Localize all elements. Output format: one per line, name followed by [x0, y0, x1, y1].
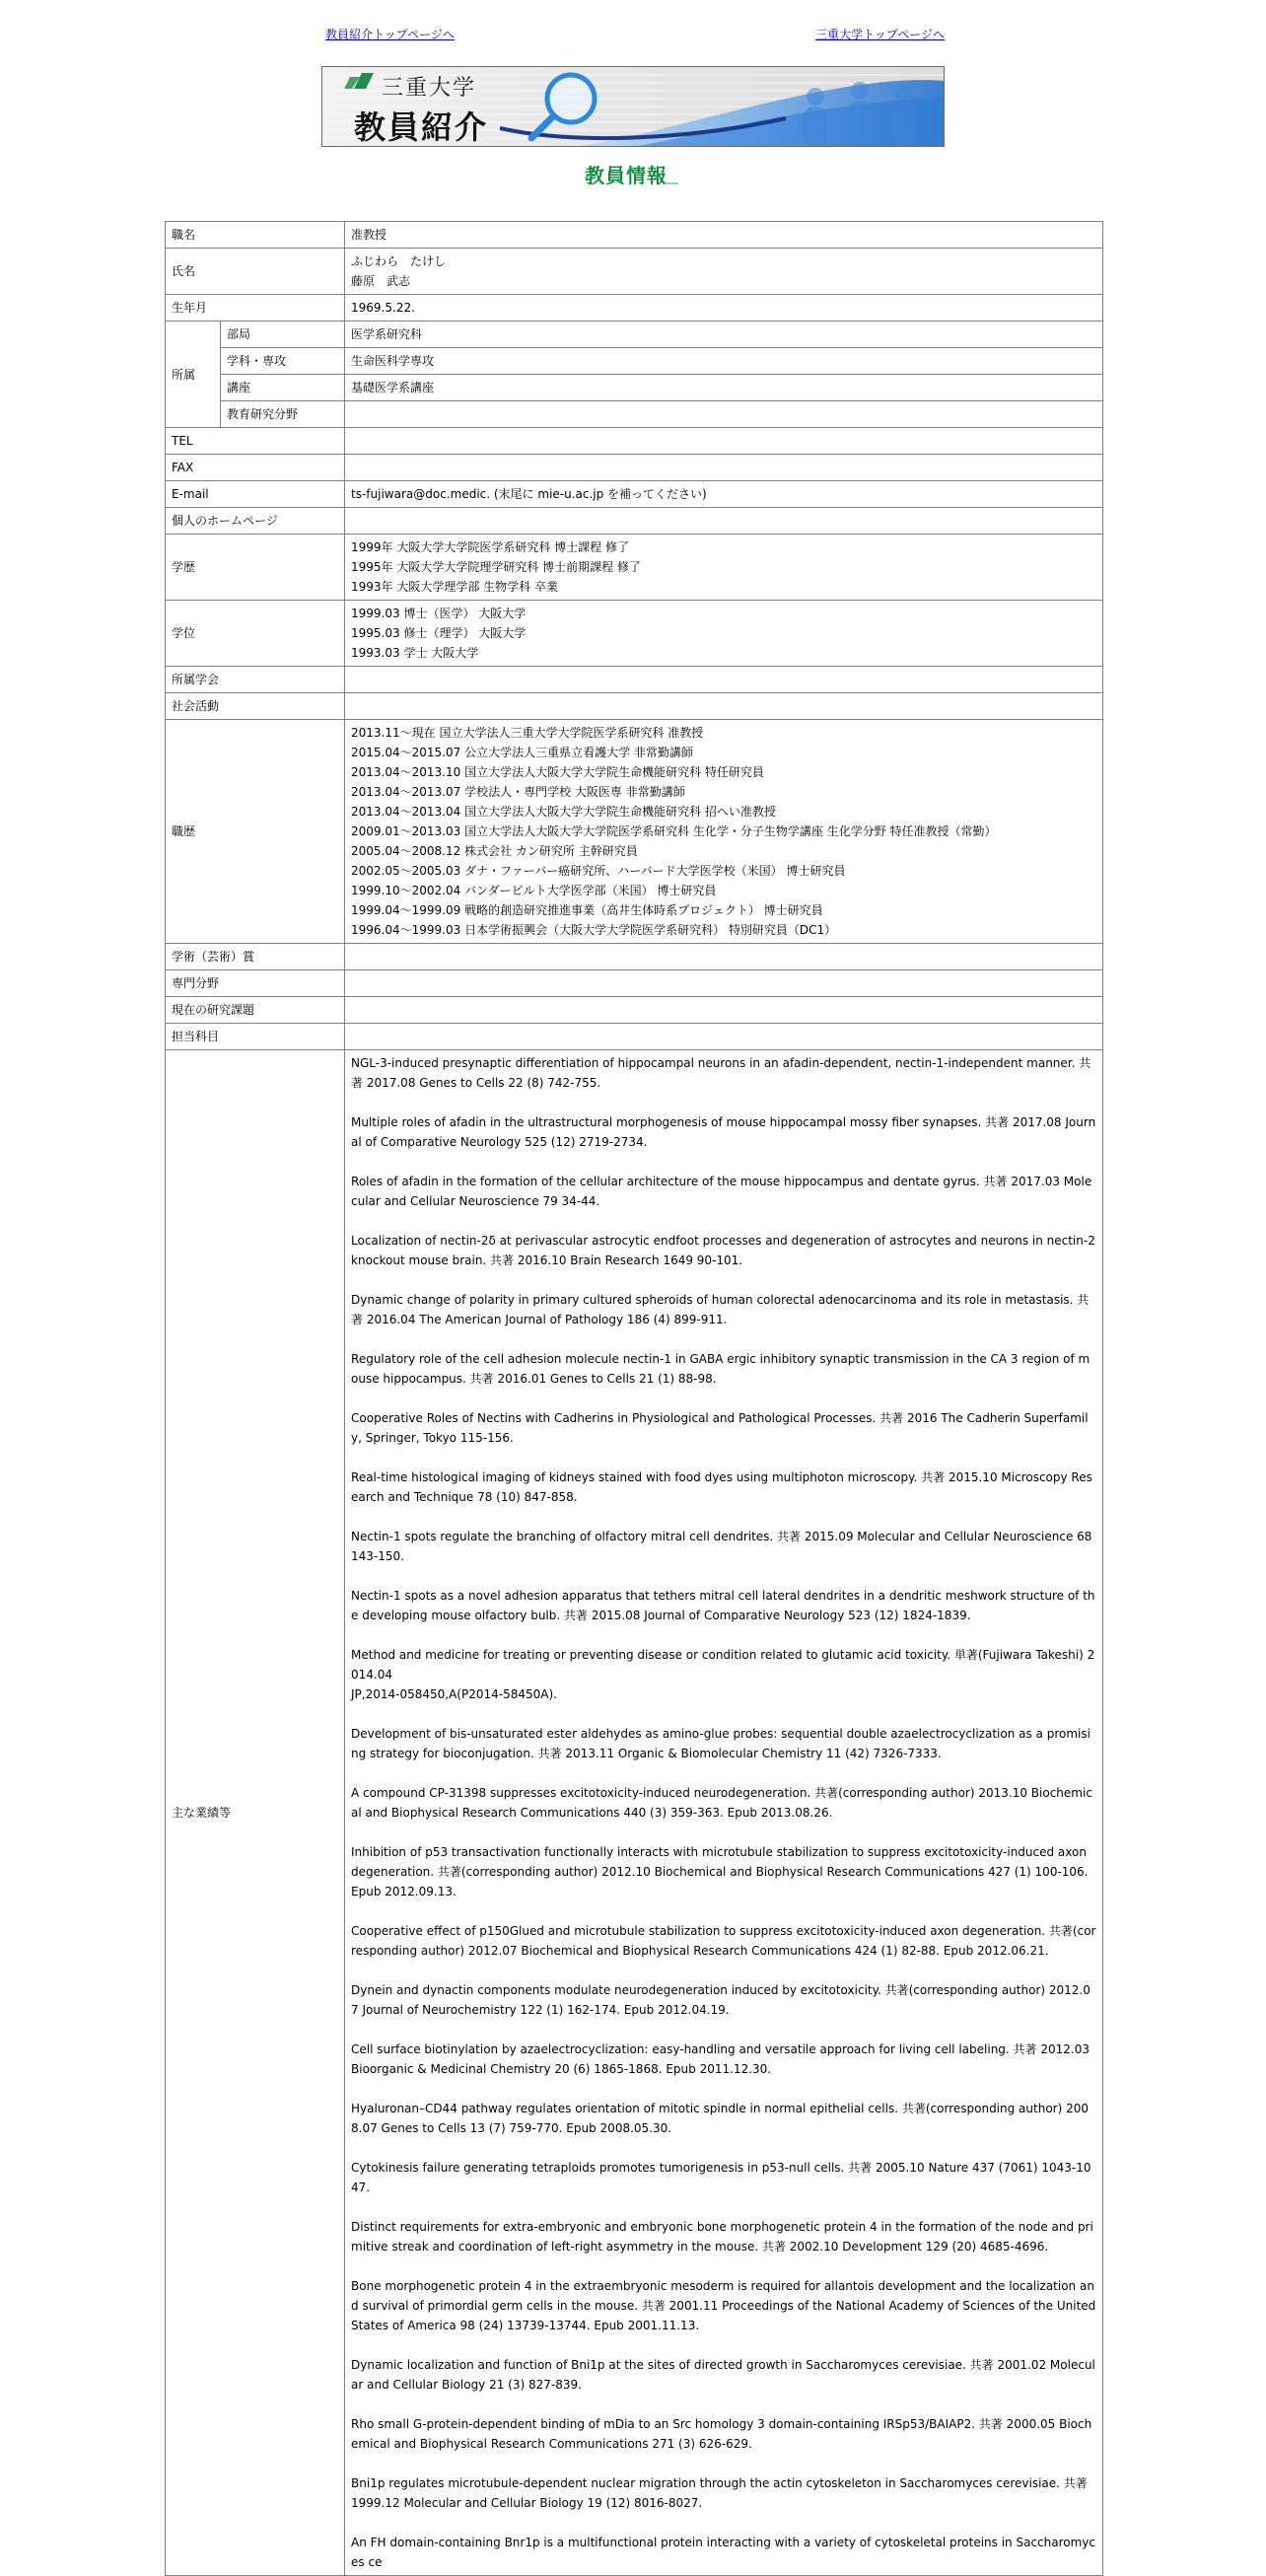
birth-label: 生年月	[166, 295, 345, 322]
row-fax	[166, 455, 1103, 481]
homepage-label: 個人のホームページ	[166, 508, 345, 535]
top-navigation	[325, 26, 945, 45]
section-subtitle	[0, 160, 1266, 187]
career-item: 2009.01～2013.03 国立大学法人大阪大学大学院医学系研究科 生化学・分子生物学講座 生化学分野 特任准教授（常勤）	[351, 824, 997, 838]
career-item: 2013.11～現在 国立大学法人三重大学大学院医学系研究科 准教授	[351, 726, 704, 740]
education-label: 学歴	[166, 535, 345, 601]
publication-item: Development of bis-unsaturated ester aldehydes as amino-glue probes: sequential double azaelectrocyclization as a promising strategy for bioconjugation. 共著 2013.11 Organic & Biomolecular Chemistry 11 (42) 7326-7333.	[351, 1727, 1090, 1760]
row-research	[166, 997, 1103, 1024]
birth-value: 1969.5.22.	[345, 295, 1103, 322]
career-list	[345, 720, 1103, 944]
banner-title: 教員紹介	[354, 108, 489, 146]
email-value: ts-fujiwara@doc.medic. (末尾に mie-u.ac.jp を補ってください)	[345, 481, 1103, 508]
degree-item: 1995.03 修士（理学） 大阪大学	[351, 626, 527, 640]
publication-item: Inhibition of p53 transactivation functionally interacts with microtubule stabilization to suppress excitotoxicity-induced axon degeneration. 共著(corresponding author) 2012.10 Biochemical and Biophysical Research Communications 427 (1) 100-106. Epub 2012.09.13.	[351, 1845, 1089, 1898]
affiliation-label: 所属	[166, 322, 221, 428]
row-degree	[166, 601, 1103, 667]
education-list	[345, 535, 1103, 601]
header-banner	[321, 66, 945, 147]
row-career	[166, 720, 1103, 944]
publication-item: Cooperative Roles of Nectins with Cadherins in Physiological and Pathological Processes. 共著 2016 The Cadherin Superfamily, Springer, Tokyo 115-156.	[351, 1411, 1089, 1445]
publication-item: Multiple roles of afadin in the ultrastructural morphogenesis of mouse hippocampal mossy fiber synapses. 共著 2017.08 Journal of Comparative Neurology 525 (12) 2719-2734.	[351, 1115, 1096, 1149]
career-item: 2013.04～2013.07 学校法人・専門学校 大阪医専 非常勤講師	[351, 785, 685, 799]
fax-label: FAX	[166, 455, 345, 481]
name-value	[345, 249, 1103, 295]
career-item: 2015.04～2015.07 公立大学法人三重県立看護大学 非常勤講師	[351, 746, 693, 759]
research-value	[345, 997, 1103, 1024]
specialty-value	[345, 970, 1103, 997]
row-courses	[166, 1024, 1103, 1050]
courses-value	[345, 1024, 1103, 1050]
awards-value	[345, 944, 1103, 970]
publication-item: Nectin-1 spots as a novel adhesion apparatus that tethers mitral cell lateral dendrites in a dendritic meshwork structure of the developing mouse olfactory bulb. 共著 2015.08 Journal of Comparative Neurology 523 (12) 1824-1839.	[351, 1589, 1095, 1622]
degree-item: 1999.03 博士（医学） 大阪大学	[351, 607, 527, 620]
row-homepage	[166, 508, 1103, 535]
row-education	[166, 535, 1103, 601]
affil-sublabel: 部局	[221, 322, 345, 348]
row-awards	[166, 944, 1103, 970]
publication-item: A compound CP-31398 suppresses excitotoxicity-induced neurodegeneration. 共著(corresponding author) 2013.10 Biochemical and Biophysical Research Communications 440 (3) 359-363. Epub 2013.08.26.	[351, 1786, 1092, 1820]
position-label: 職名	[166, 222, 345, 249]
publication-item: Bni1p regulates microtubule-dependent nuclear migration through the actin cytoskeleton in Saccharomyces cerevisiae. 共著 1999.12 Molecular and Cellular Biology 19 (12) 8016-8027.	[351, 2476, 1088, 2510]
publication-item: Cooperative effect of p150Glued and microtubule stabilization to suppress excitotoxicity-induced axon degeneration. 共著(corresponding author) 2012.07 Biochemical and Biophysical Research Communications 424 (1) 82-88. Epub 2012.06.21.	[351, 1924, 1096, 1958]
name-label: 氏名	[166, 249, 345, 295]
education-item: 1995年 大阪大学大学院理学研究科 博士前期課程 修了	[351, 560, 641, 574]
career-label: 職歴	[166, 720, 345, 944]
research-label: 現在の研究課題	[166, 997, 345, 1024]
social-value	[345, 693, 1103, 720]
row-affiliation-field	[166, 401, 1103, 428]
fax-value	[345, 455, 1103, 481]
affil-sublabel: 学科・専攻	[221, 348, 345, 375]
tel-value	[345, 428, 1103, 455]
tel-label: TEL	[166, 428, 345, 455]
row-society	[166, 667, 1103, 693]
publication-item: Regulatory role of the cell adhesion molecule nectin-1 in GABA ergic inhibitory synaptic transmission in the CA 3 region of mouse hippocampus. 共著 2016.01 Genes to Cells 21 (1) 88-98.	[351, 1352, 1090, 1386]
society-label: 所属学会	[166, 667, 345, 693]
row-birth	[166, 295, 1103, 322]
publication-item: Roles of afadin in the formation of the cellular architecture of the mouse hippocampus and dentate gyrus. 共著 2017.03 Molecular and Cellular Neuroscience 79 34-44.	[351, 1175, 1092, 1208]
name-kana: ふじわら たけし	[351, 254, 447, 268]
faculty-info-table	[165, 221, 1103, 2576]
publication-item: Dynein and dynactin components modulate neurodegeneration induced by excitotoxicity. 共著(corresponding author) 2012.07 Journal of Neurochemistry 122 (1) 162-174. Epub 2012.04.19.	[351, 1983, 1090, 2017]
row-name	[166, 249, 1103, 295]
row-affiliation-chair	[166, 375, 1103, 401]
publication-item: Method and medicine for treating or preventing disease or condition related to glutamic acid toxicity. 単著(Fujiwara Takeshi) 2014.04 JP,2014-058450,A(P2014-58450A).	[351, 1648, 1095, 1701]
subtitle-text: 教員情報	[585, 160, 681, 188]
row-tel	[166, 428, 1103, 455]
publication-item: Cytokinesis failure generating tetraploids promotes tumorigenesis in p53-null cells. 共著 2005.10 Nature 437 (7061) 1043-1047.	[351, 2161, 1091, 2194]
faculty-top-link[interactable]: 教員紹介トップページへ	[325, 28, 455, 41]
career-item: 2002.05～2005.03 ダナ・ファーバー癌研究所、ハーバード大学医学校（米国） 博士研究員	[351, 864, 846, 878]
name-kanji: 藤原 武志	[351, 274, 411, 288]
degree-item: 1993.03 学士 大阪大学	[351, 646, 479, 660]
education-item: 1999年 大阪大学大学院医学系研究科 博士課程 修了	[351, 540, 629, 554]
publication-item: Hyaluronan–CD44 pathway regulates orientation of mitotic spindle in normal epithelial cells. 共著(corresponding author) 2008.07 Genes to Cells 13 (7) 759-770. Epub 2008.05.30.	[351, 2102, 1090, 2135]
row-publications	[166, 1050, 1103, 2576]
publication-item: Dynamic localization and function of Bni1p at the sites of directed growth in Saccharomyces cerevisiae. 共著 2001.02 Molecular and Cellular Biology 21 (3) 827-839.	[351, 2358, 1095, 2392]
publication-item: Real-time histological imaging of kidneys stained with food dyes using multiphoton microscopy. 共著 2015.10 Microscopy Research and Technique 78 (10) 847-858.	[351, 1470, 1092, 1504]
degree-list	[345, 601, 1103, 667]
social-label: 社会活動	[166, 693, 345, 720]
row-social	[166, 693, 1103, 720]
row-specialty	[166, 970, 1103, 997]
publication-item: Bone morphogenetic protein 4 in the extraembryonic mesoderm is required for allantois development and the localization and survival of primordial germ cells in the mouse. 共著 2001.11 Proceedings of the National Academy of Sciences of the United States of America 98 (24) 13739-13744. Epub 2001.11.13.	[351, 2279, 1096, 2332]
row-position	[166, 222, 1103, 249]
affil-value	[345, 401, 1103, 428]
publication-item: Cell surface biotinylation by azaelectrocyclization: easy-handling and versatile approach for living cell labeling. 共著 2012.03 Bioorganic & Medicinal Chemistry 20 (6) 1865-1868. Epub 2011.12.30.	[351, 2042, 1090, 2076]
banner-university-name: 三重大学	[382, 76, 477, 101]
email-label: E-mail	[166, 481, 345, 508]
publication-item: Localization of nectin-2δ at perivascular astrocytic endfoot processes and degeneration of astrocytes and neurons in nectin-2 knockout mouse brain. 共著 2016.10 Brain Research 1649 90-101.	[351, 1234, 1095, 1267]
row-affiliation-major	[166, 348, 1103, 375]
affil-value: 生命医科学専攻	[345, 348, 1103, 375]
publications-list	[345, 1050, 1103, 2576]
career-item: 2013.04～2013.10 国立大学法人大阪大学大学院生命機能研究科 特任研究員	[351, 765, 764, 779]
publication-item: Distinct requirements for extra-embryonic and embryonic bone morphogenetic protein 4 in the formation of the node and primitive streak and coordination of left-right asymmetry in the mouse. 共著 2002.10 Development 129 (20) 4685-4696.	[351, 2220, 1093, 2254]
degree-label: 学位	[166, 601, 345, 667]
affil-sublabel: 教育研究分野	[221, 401, 345, 428]
affil-value: 基礎医学系講座	[345, 375, 1103, 401]
awards-label: 学術（芸術）賞	[166, 944, 345, 970]
row-email	[166, 481, 1103, 508]
publication-item: An FH domain-containing Bnr1p is a multifunctional protein interacting with a variety of cytoskeletal proteins in Saccharomyces ce	[351, 2536, 1096, 2569]
homepage-value	[345, 508, 1103, 535]
career-item: 1999.10～2002.04 バンダービルト大学医学部（米国） 博士研究員	[351, 884, 717, 897]
career-item: 1996.04～1999.03 日本学術振興会（大阪大学大学院医学系研究科） 特別研究員（DC1）	[351, 923, 837, 937]
publication-item: NGL-3-induced presynaptic differentiation of hippocampal neurons in an afadin-dependent, nectin-1-independent manner. 共著 2017.08 Genes to Cells 22 (8) 742-755.	[351, 1056, 1091, 1090]
affil-sublabel: 講座	[221, 375, 345, 401]
courses-label: 担当科目	[166, 1024, 345, 1050]
affil-value: 医学系研究科	[345, 322, 1103, 348]
specialty-label: 専門分野	[166, 970, 345, 997]
society-value	[345, 667, 1103, 693]
publication-item: Nectin-1 spots regulate the branching of olfactory mitral cell dendrites. 共著 2015.09 Molecular and Cellular Neuroscience 68 143-150.	[351, 1530, 1092, 1563]
publication-item: Dynamic change of polarity in primary cultured spheroids of human colorectal adenocarcinoma and its role in metastasis. 共著 2016.04 The American Journal of Pathology 186 (4) 899-911.	[351, 1293, 1090, 1326]
career-item: 1999.04～1999.09 戦略的創造研究推進事業（高井生体時系プロジェクト） 博士研究員	[351, 903, 823, 917]
career-item: 2005.04～2008.12 株式会社 カン研究所 主幹研究員	[351, 844, 638, 858]
career-item: 2013.04～2013.04 国立大学法人大阪大学大学院生命機能研究科 招へい准教授	[351, 805, 776, 819]
position-value: 准教授	[345, 222, 1103, 249]
row-affiliation-department	[166, 322, 1103, 348]
publication-item: Rho small G-protein-dependent binding of mDia to an Src homology 3 domain-containing IRSp53/BAIAP2. 共著 2000.05 Biochemical and Biophysical Research Communications 271 (3) 626-629.	[351, 2417, 1092, 2451]
university-top-link[interactable]: 三重大学トップページへ	[815, 28, 945, 41]
publications-label: 主な業績等	[166, 1050, 345, 2576]
education-item: 1993年 大阪大学理学部 生物学科 卒業	[351, 580, 558, 594]
